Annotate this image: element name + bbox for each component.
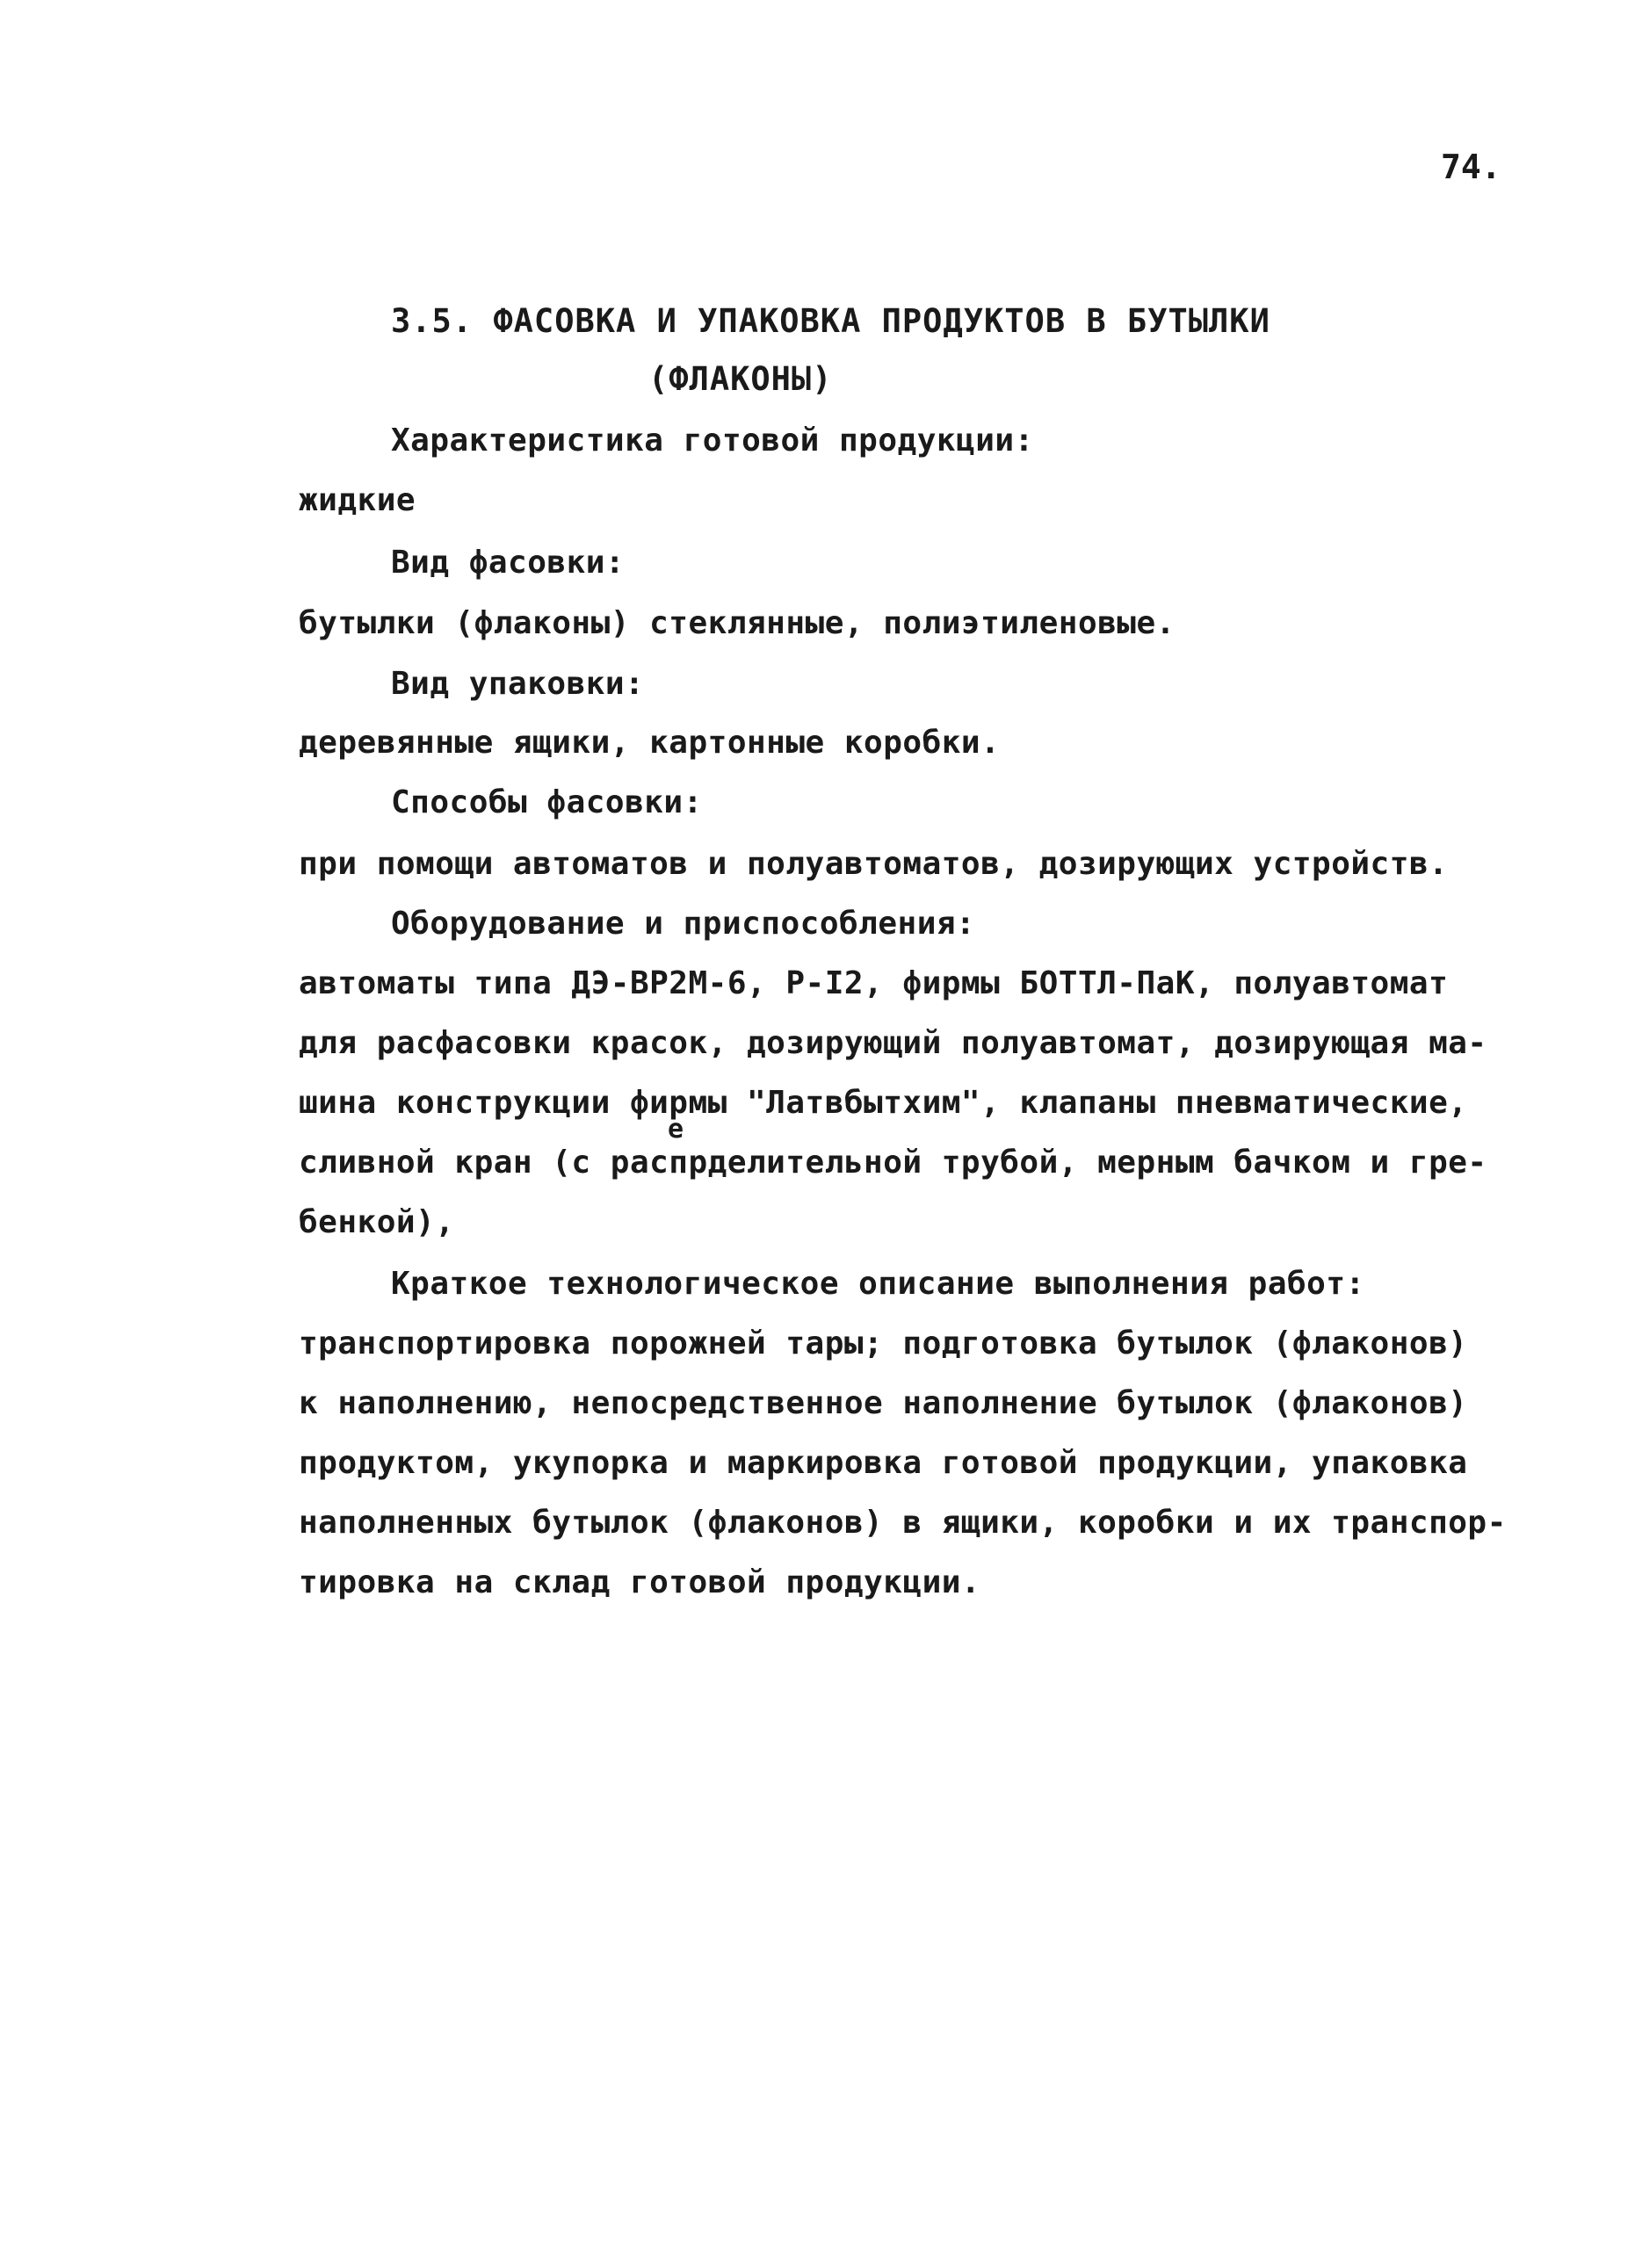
characteristic-value: жидкие bbox=[299, 482, 416, 518]
equipment-line: шина конструкции фирмы "Латвбытхим", клапаны пневматические, bbox=[299, 1085, 1468, 1121]
equipment-line: бенкой), bbox=[299, 1204, 455, 1240]
section-heading-line-2: (ФЛАКОНЫ) bbox=[648, 360, 833, 398]
description-line: тировка на склад готовой продукции. bbox=[299, 1564, 981, 1600]
page-number: 74. bbox=[1441, 148, 1501, 186]
equipment-line: сливной кран (с распрделительной трубой, мерным бачком и гре- bbox=[299, 1145, 1487, 1181]
packing-type-value: деревянные ящики, картонные коробки. bbox=[299, 725, 1001, 761]
filling-methods-value: при помощи автоматов и полуавтоматов, дозирующих устройств. bbox=[299, 846, 1449, 882]
equipment-line: автоматы типа ДЭ-ВР2М-6, Р-I2, фирмы БОТТЛ-ПаК, полуавтомат bbox=[299, 965, 1449, 1001]
description-line: транспортировка порожней тары; подготовка бутылок (флаконов) bbox=[299, 1325, 1468, 1362]
characteristic-label: Характеристика готовой продукции: bbox=[391, 423, 1034, 459]
description-line: продуктом, укупорка и маркировка готовой продукции, упаковка bbox=[299, 1445, 1468, 1481]
equipment-label: Оборудование и приспособления: bbox=[391, 906, 976, 942]
packing-type-label: Вид упаковки: bbox=[391, 666, 645, 702]
description-line: наполненных бутылок (флаконов) в ящики, коробки и их транспор- bbox=[299, 1505, 1507, 1541]
section-heading-line-1: 3.5. ФАСОВКА И УПАКОВКА ПРОДУКТОВ В БУТЫЛКИ bbox=[391, 302, 1270, 340]
filling-type-value: бутылки (флаконы) стеклянные, полиэтиленовые. bbox=[299, 605, 1176, 641]
equipment-line: для расфасовки красок, дозирующий полуавтомат, дозирующая ма- bbox=[299, 1025, 1487, 1061]
filling-type-label: Вид фасовки: bbox=[391, 545, 626, 581]
description-label: Краткое технологическое описание выполнения работ: bbox=[391, 1266, 1365, 1302]
filling-methods-label: Способы фасовки: bbox=[391, 784, 703, 820]
description-line: к наполнению, непосредственное наполнение бутылок (флаконов) bbox=[299, 1385, 1468, 1421]
handwritten-correction: е bbox=[668, 1114, 684, 1145]
